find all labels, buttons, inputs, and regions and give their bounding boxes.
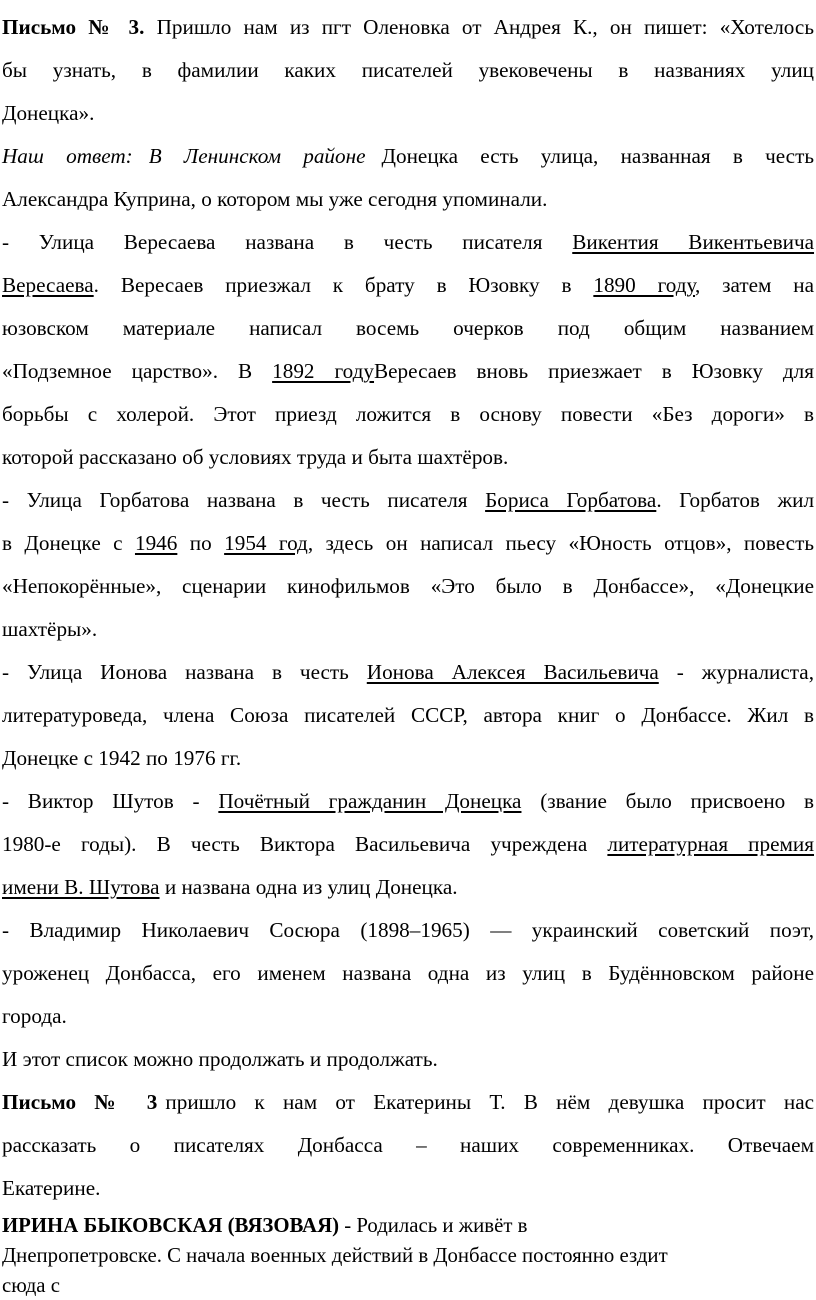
text-run: «Подземное царство». В xyxy=(2,359,252,383)
text-run: Пришло нам из пгт Оленовка от Андрея К., он пишет: «Хотелось xyxy=(157,15,814,39)
text-line: юзовском материале написал восемь очерков под общим названием xyxy=(2,307,814,350)
text-line: уроженец Донбасса, его именем названа одна из улиц в Будённовском районе xyxy=(2,952,814,995)
text-run: по xyxy=(190,531,212,555)
text-run: - Виктор Шутов - xyxy=(2,789,200,813)
text-line xyxy=(2,479,814,522)
text-line: шахтёры». xyxy=(2,608,814,651)
paragraph-gorbatov xyxy=(2,479,814,651)
paragraph-closing xyxy=(2,1038,814,1081)
text-run: , здесь он написал пьесу «Юность отцов», повесть xyxy=(308,531,814,555)
text-run: и названа одна из улиц Донецка. xyxy=(165,875,458,899)
paragraph-letter-andrey xyxy=(2,6,814,135)
letter-heading: Письмо № 3 xyxy=(2,1090,157,1114)
text-line: бы узнать, в фамилии каких писателей увековечены в названиях улиц xyxy=(2,49,814,92)
link-1946[interactable]: 1946 xyxy=(135,531,177,555)
text-line: которой рассказано об условиях труда и быта шахтёров. xyxy=(2,436,814,479)
paragraph-sosiura xyxy=(2,909,814,1038)
text-line: Александра Куприна, о котором мы уже сегодня упоминали. xyxy=(2,178,814,221)
text-line xyxy=(2,135,814,178)
text-line: Екатерине. xyxy=(2,1167,814,1210)
link-veresaev-surname[interactable]: Вересаева xyxy=(2,273,94,297)
link-1890[interactable]: 1890 году xyxy=(593,273,695,297)
text-line xyxy=(2,522,814,565)
link-literary-prize[interactable]: литературная премия xyxy=(607,832,814,856)
text-run: . Вересаев приезжал к брату в Юзовку в xyxy=(94,273,572,297)
text-run: . Горбатов жил xyxy=(656,488,814,512)
text-line: борьбы с холерой. Этот приезд ложится в основу повести «Без дороги» в xyxy=(2,393,814,436)
text-line xyxy=(2,264,814,307)
text-line xyxy=(2,651,814,694)
text-line: Донецка». xyxy=(2,92,814,135)
text-line xyxy=(2,823,814,866)
text-line: - Владимир Николаевич Сосюра (1898–1965) — украинский советский поэт, xyxy=(2,909,814,952)
text-run: - журналиста, xyxy=(677,660,814,684)
text-run: (звание было присвоено в xyxy=(540,789,814,813)
text-line xyxy=(2,1210,814,1241)
text-run: пришло к нам от Екатерины Т. В нём девушка просит нас xyxy=(165,1090,814,1114)
text-line: И этот список можно продолжать и продолжать. xyxy=(2,1038,814,1081)
link-veresaev-name[interactable]: Викентия Викентьевича xyxy=(572,230,814,254)
text-run: в Донецке с xyxy=(2,531,123,555)
text-line: города. xyxy=(2,995,814,1038)
text-run: , затем на xyxy=(695,273,814,297)
text-line: Днепропетровске. С начала военных действий в Донбассе постоянно ездит xyxy=(2,1241,814,1271)
link-honorary-citizen[interactable]: Почётный гражданин Донецка xyxy=(218,789,521,813)
text-line xyxy=(2,6,814,49)
text-line: рассказать о писателях Донбасса – наших современниках. Отвечаем xyxy=(2,1124,814,1167)
text-line: литературоведа, члена Союза писателей СССР, автора книг о Донбассе. Жил в xyxy=(2,694,814,737)
paragraph-letter-ekaterina xyxy=(2,1081,814,1210)
text-line: Донецке с 1942 по 1976 гг. xyxy=(2,737,814,780)
text-line xyxy=(2,1081,814,1124)
text-run: - Улица Ионова названа в честь xyxy=(2,660,349,684)
answer-district: В Ленинском районе xyxy=(149,144,366,168)
link-ionov[interactable]: Ионова Алексея Васильевича xyxy=(367,660,659,684)
text-line: «Непокорённые», сценарии кинофильмов «Это было в Донбассе», «Донецкие xyxy=(2,565,814,608)
answer-label: Наш ответ: xyxy=(2,144,133,168)
letter-heading: Письмо № 3. xyxy=(2,15,144,39)
text-line: сюда с xyxy=(2,1271,814,1300)
text-run: Вересаев вновь приезжает в Юзовку для xyxy=(374,359,814,383)
text-run: 1980-е годы). В честь Виктора Васильевича учреждена xyxy=(2,832,587,856)
link-1954[interactable]: 1954 год xyxy=(224,531,308,555)
text-line xyxy=(2,350,814,393)
author-name: ИРИНА БЫКОВСКАЯ (ВЯЗОВАЯ) xyxy=(2,1214,339,1237)
text-run: - Улица Горбатова названа в честь писателя xyxy=(2,488,468,512)
link-gorbatov[interactable]: Бориса Горбатова xyxy=(485,488,656,512)
paragraph-veresaev xyxy=(2,221,814,479)
link-shutov-prize-name[interactable]: имени В. Шутова xyxy=(2,875,160,899)
link-1892[interactable]: 1892 году xyxy=(272,359,374,383)
paragraph-shutov xyxy=(2,780,814,909)
text-run: - Улица Вересаева названа в честь писателя xyxy=(2,230,543,254)
text-line xyxy=(2,221,814,264)
text-run: - Родилась и живёт в xyxy=(339,1214,527,1237)
paragraph-ionov xyxy=(2,651,814,780)
paragraph-answer xyxy=(2,135,814,221)
text-line xyxy=(2,780,814,823)
text-line xyxy=(2,866,814,909)
document-body xyxy=(2,2,814,1300)
text-run: Донецка есть улица, названная в честь xyxy=(382,144,814,168)
